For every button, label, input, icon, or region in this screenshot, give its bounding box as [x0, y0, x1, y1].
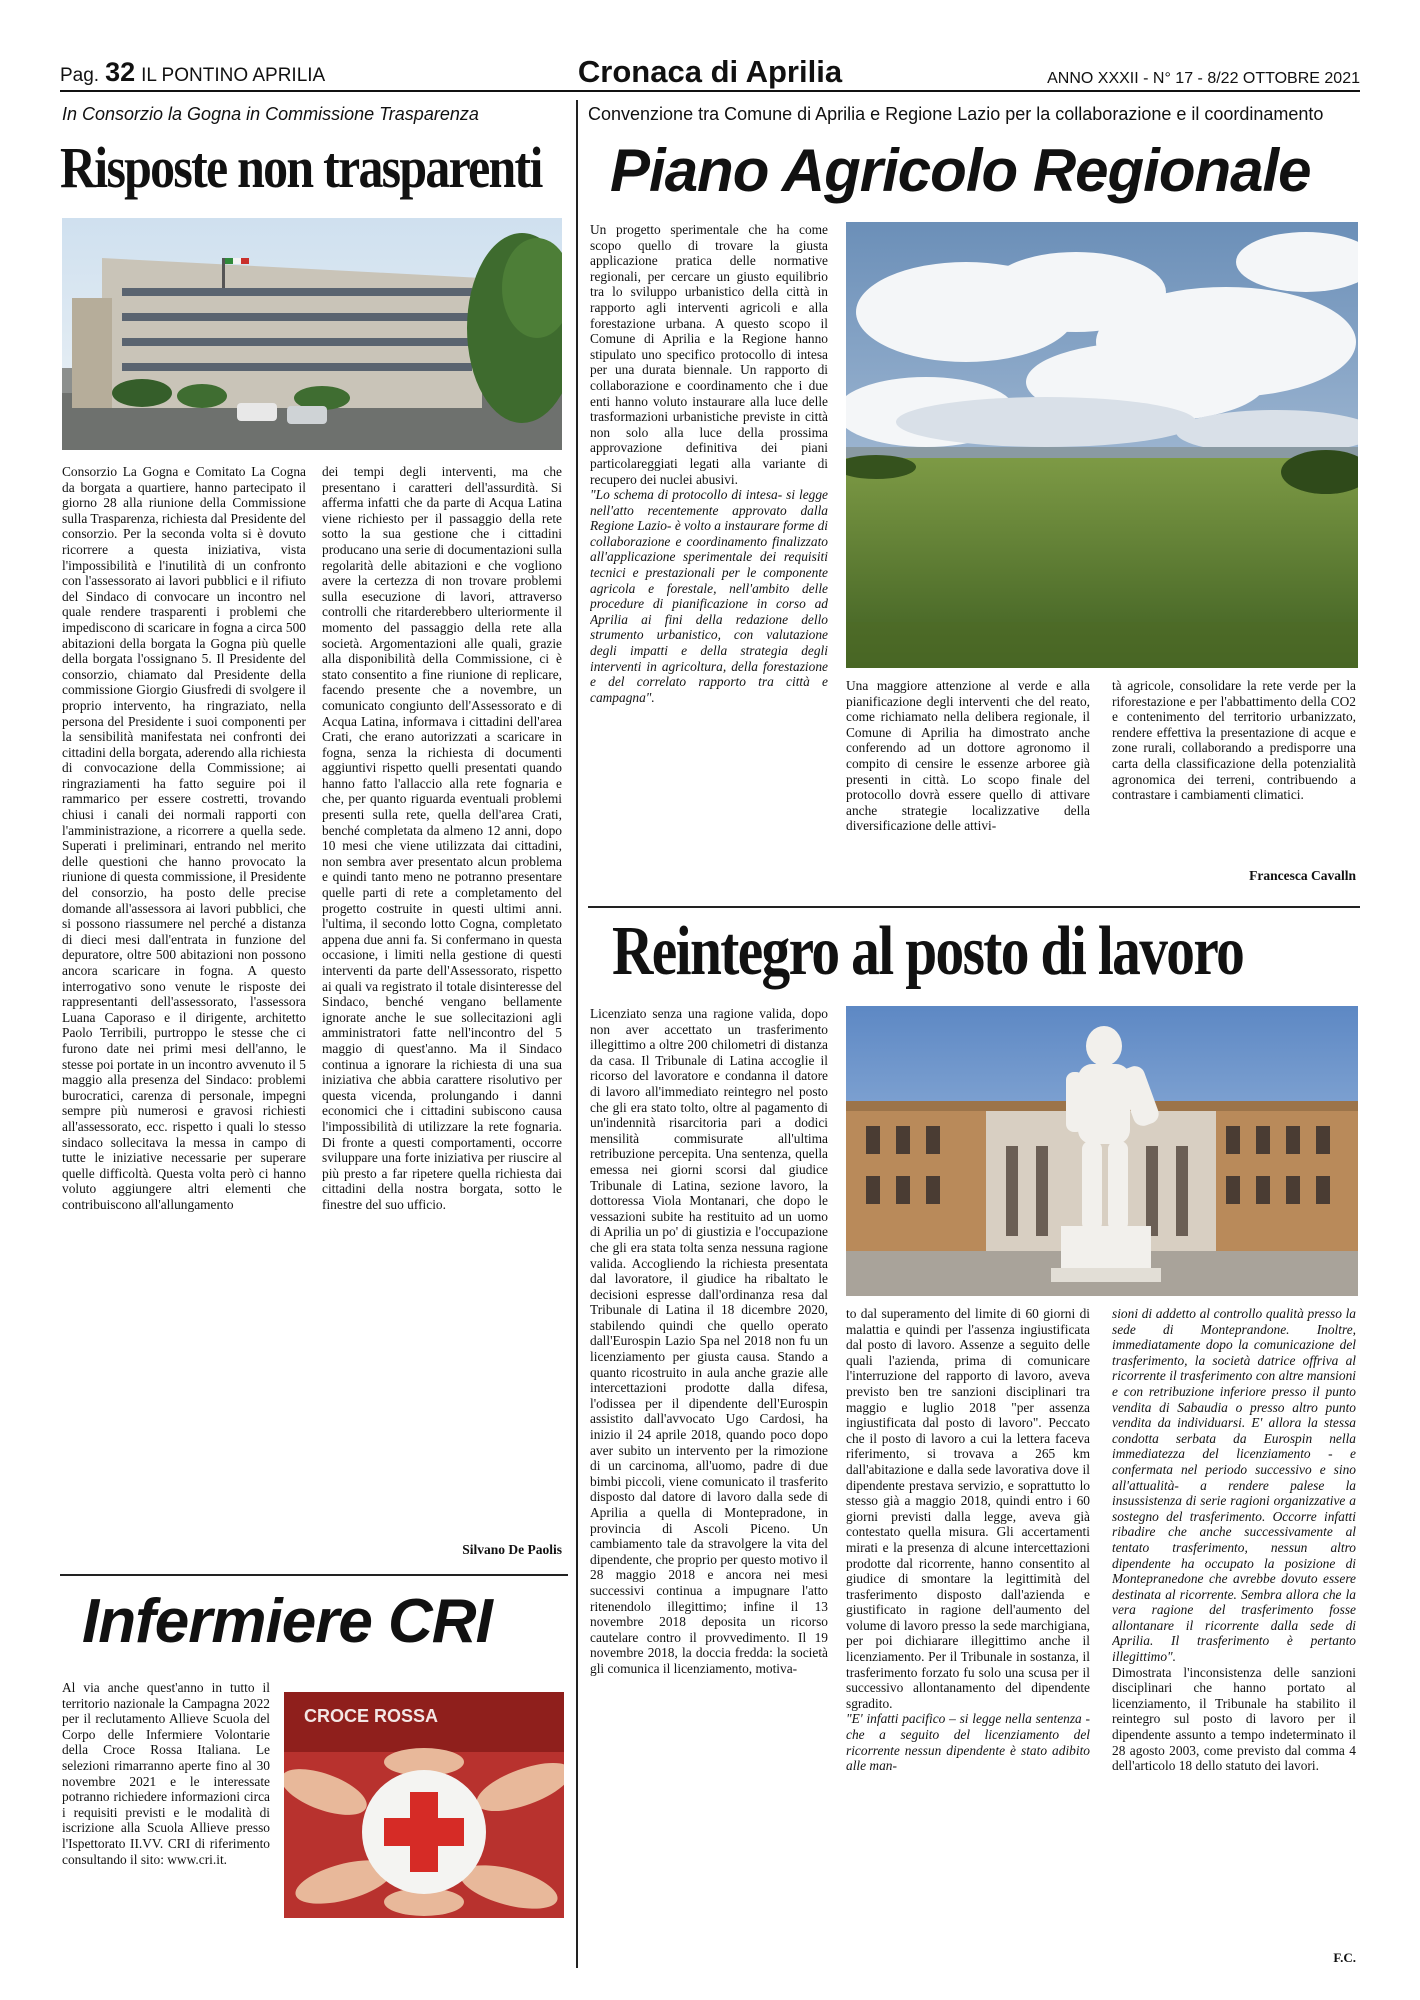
- paper-name: IL PONTINO APRILIA: [141, 65, 326, 86]
- article2-column-3: [1112, 678, 1356, 868]
- article4-photo: [284, 1692, 564, 1918]
- article3-col3-text: Dimostrata l'inconsistenza delle sanzioni disciplinari che hanno portato al licenziamento, il Tribunale ha stabilito il reintegro sul posto di lavoro per il dipendente assunto a tempo indeterminato il 28 agosto 2003, come previsto dal comma 4 dell'articolo 18 dello statuto dei lavori.: [1112, 1664, 1356, 1774]
- article2-col1-quote: "Lo schema di protocollo di intesa- si legge nell'atto recentemente approvato dalla Regione Lazio- è volto a instaurare forme di collaborazione e coordinamento finalizzato all'applicazione sperimentale dei requisiti tecnici e prestazionali per le componente agricola e forestale, nell'ambito delle procedure di pianificazione in corso ad Aprilia ai fini della redazione dello strumento urbanistico, con valutazione degli impatti e della strategia degli interventi in agricoltura, della forestazione e del correlato rapporto tra città e campagna".: [590, 487, 828, 705]
- article1-headline: Risposte non trasparenti: [60, 135, 542, 200]
- article3-col3-quote: sioni di addetto al controllo qualità presso la sede di Monteprandone. Inoltre, immediatamente dopo la comunicazione del trasferimento, la società datrice offriva al ricorrente il trasferimento con altre mansioni e con retribuzione inferiore presso il punto vendita di Sabaudia o presso altro punto vendita da individuarsi. E' allora la stessa condotta serbata da Eurospin nella immediatezza del licenziamento - e confermata nel periodo successivo e sino all'attualità- a rendere palese la insussistenza di serie ragioni organizzative a sostegno del trasferimento. Occorre infatti ribadire che anche successivamente al tentato trasferimento, nessun altro dipendente ha occupato la posizione di Montepranedone che avrebbe dovuto essere destinata al ricorrente. Sembra allora che la vera ragione del trasferimento fosse allontanare il ricorrente dalla sede di Aprilia. Il trasferimento è pertanto illegittimo".: [1112, 1306, 1356, 1665]
- article3-col2-text: to dal superamento del limite di 60 giorni di malattia e quindi per l'assenza ingiustificata dal posto di lavoro. Assenze a seguito delle quali l'azienda, prima di comunicare l'interruzione del rapporto di lavoro, aveva previsto ben tre sanzioni disciplinari tra maggio e luglio 2018 "per assenza ingiustificata dal posto di lavoro". Peccato che il posto di lavoro a cui la lettera faceva riferimento, si trovava a 265 km dall'abitazione e dalla sede lavorativa dove il dipendente prestava servizio, e soprattutto lo stesso già a maggio 2018, quindi entro i 60 giorni previsti dalla legge, aveva già contestato quella misura. Gli accertamenti mirati e la presenza di alcune intercettazioni prodotte dal ricorrente, hanno consentito al giudice di smontare la legittimità del trasferimento disposto dall'azienda e giustificato in ragione dell'aumento del volume di lavoro presso la sede marchigiana, per poi dichiarare illegittimo anche il licenziamento. Per il Tribunale in sostanza, il trasferimento forzato fu solo una scusa per il successivo allontanamento del dipendente sgradito.: [846, 1306, 1090, 1711]
- article4-column-1: [62, 1680, 270, 1966]
- article1-kicker: In Consorzio la Gogna in Commissione Trasparenza: [62, 104, 479, 124]
- article3-col2-quote: "E' infatti pacifico – si legge nella sentenza - che a seguito del licenziamento del ricorrente nessun dipendente è stato adibito alle man-: [846, 1711, 1090, 1774]
- article1-author: Silvano De Paolis: [462, 1542, 562, 1557]
- article3-headline: Reintegro al posto di lavoro: [612, 913, 1244, 990]
- article2-kicker: Convenzione tra Comune di Aprilia e Regione Lazio per la collaborazione e il coordinamento: [588, 104, 1324, 124]
- red-cross-banner-text: CROCE ROSSA: [304, 1706, 439, 1726]
- page-number: 32: [105, 57, 136, 87]
- article3-column-2: [846, 1306, 1090, 1966]
- article2-col1-text: Un progetto sperimentale che ha come scopo quello di trovare la giusta applicazione pratica delle normative regionali, per cercare un giusto equilibrio tra lo sviluppo urbanistico della città in rapporto agli interventi agricoli e alla forestazione urbana. A questo scopo il Comune di Aprilia e la Regione hanno stipulato uno specifico protocollo di intesa per una durata biennale. Un rapporto di collaborazione e coordinamento che i due enti hanno voluto instaurare alla luce delle trasformazioni urbanistiche previste in città non solo alla luce della prossima approvazione definitiva dei piani particolareggiati legati alla variante di recupero dei nuclei abusivi.: [590, 222, 828, 487]
- issue-info: ANNO XXXII - N° 17 - 8/22 OTTOBRE 2021: [1047, 70, 1360, 87]
- page-header: [60, 56, 1360, 92]
- article4-headline: Infermiere CRI: [82, 1587, 492, 1656]
- article3-photo: [846, 1006, 1358, 1296]
- article2-column-1: [590, 222, 828, 898]
- article2-headline: Piano Agricolo Regionale: [610, 137, 1311, 204]
- section-title: Cronaca di Aprilia: [577, 54, 843, 89]
- column-divider: [576, 100, 578, 1968]
- article3-column-1: [590, 1006, 828, 1966]
- article4-top-rule: [60, 1574, 568, 1576]
- article2-col2-text: Una maggiore attenzione al verde e alla pianificazione degli interventi che del reato, come richiamato nella delibera regionale, il Comune di Aprilia ha dimostrato anche conferendo ad un dottore agronomo il compito di censire le essenze arboree già presenti in città. Lo scopo finale del protocollo dovrà essere quello di attivare anche strategie localizzative della diversificazione delle attivi-: [846, 678, 1090, 834]
- article1-col2-text: dei tempi degli interventi, ma che presentano i caratteri dell'assurdità. Si afferma infatti che da parte di Acqua Latina viene richiesto per il passaggio della rete sotto la sua gestione che i cittadini producano una serie di documentazioni sulla regolarità delle abitazioni e che vogliono avere la certezza di non trovare problemi sulla esecuzione di lavori, attraverso controlli che ritarderebbero ulteriormente il momento del passaggio della rete alla società. Argomentazioni alle quali, grazie alla disponibilità della Commissione, ci è stato consentito a fine riunione di replicare, facendo presente che a novembre, un comunicato congiunto dell'Assessorato e di Acqua Latina, informava i cittadini dell'area Crati, che erano autorizzati a scaricare in fogna, senza la richiesta di documenti aggiuntivi rispetto quelli presentati quando hanno fatto l'allaccio alla rete fognaria e che, per quanto riguarda eventuali problemi presenti sulla rete, quella dell'area Crati, benché completata da almeno 12 anni, dopo 10 mesi che viene utilizzata dai cittadini, non sembra aver presentato alcun problema e quindi tanto meno ne potranno presentare quelle parti di rete a completamento del progetto costruite in questi ultimi anni. l'ultima, il secondo lotto Cogna, completato appena due anni fa. Si confermano in questa occasione, i limiti nella gestione di questi interventi da parte dell'Assessorato, rispetto ai quali va registrato il totale disinteresse del Sindaco, benché vengano bellamente ignorate anche le sue sollecitazioni agli amministratori fatte nell'incontro del 5 maggio di quest'anno. Ma il Sindaco continua a ignorare la richiesta di una sua iniziativa che abbia carattere risolutivo per questa vicenda, prolungando i danni economici che i cittadini subiscono causa l'impossibilità di utilizzare la rete fognaria. Di fronte a questi comportamenti, occorre sviluppare una forte iniziativa per riuscire al più presto a far ripetere quella richiesta dai cittadini della nostra borgata, sotto le finestre del suo ufficio.: [322, 464, 562, 1212]
- article2-photo: [846, 222, 1358, 668]
- article2-col3-text: tà agricole, consolidare la rete verde per la riforestazione e per l'abbattimento della CO2 e contenimento del territorio urbanizzato, rendere effettiva la presentazione di acque e zone rurali, collaborando a predisporre una carta della classificazione della potenzialità agronomica dei terreni, contribuendo a contrastare i cambiamenti climatici.: [1112, 678, 1356, 803]
- article4-col1-text: Al via anche quest'anno in tutto il territorio nazionale la Campagna 2022 per il reclutamento Allieve Scuola del Corpo delle Infermiere Volontarie della Croce Rossa Italiana. Le selezioni rimarranno aperte fino al 30 novembre 2021 e le interessate potranno richiedere informazioni circa i requisiti previsti e le modalità di iscrizione alla Scuola Allieve presso l'Ispettorato II.VV. CRI di riferimento consultando il sito: www.cri.it.: [62, 1680, 270, 1867]
- article1-column-1: [62, 464, 306, 1560]
- article1-photo: [62, 218, 562, 450]
- article1-column-2: [322, 464, 562, 1538]
- article2-author: Francesca Cavalln: [1249, 868, 1356, 883]
- article3-column-3: [1112, 1306, 1356, 1966]
- article3-col1-text: Licenziato senza una ragione valida, dopo non aver accettato un trasferimento illegittimo a oltre 200 chilometri di distanza da casa. Il Tribunale di Latina accoglie il ricorso del lavoratore e condanna il datore di lavoro all'immediato reintegro nel posto che gli era stato tolto, oltre al pagamento di un'indennità risarcitoria pari a dodici mensilità commisurate all'ultima retribuzione percepita. Una sentenza, quella emessa nei giorni scorsi dal giudice Tribunale di Latina, sezione lavoro, la dottoressa Viola Montanari, che dopo le vessazioni subite ha restituito ad un uomo di Aprilia un po' di giustizia e l'occupazione che gli era stata tolta senza nessuna ragione valida. Accogliendo la richiesta presentata dal lavoratore, il giudice ha ribaltato le decisioni espresse dall'ordinanza resa dal Tribunale di Latina il 18 dicembre 2020, stabilendo quindi che quello operato dall'Eurospin Lazio Spa nel 2018 non fu un licenziamento per giusta causa. Stando a quanto ricostruito in aula anche grazie alle intercettazioni prodotte dalla difesa, l'odissea per il dipendente dell'Eurospin assistito dall'avvocato Ugo Cardosi, ha inizio il 24 aprile 2018, quando poco dopo aver subito un intervento per la rimozione di un carcinoma, all'uomo, padre di due bimbi piccoli, viene comunicato il trasferito disposto dal datore di lavoro dalla sede di Aprilia a quella di Montepradone, in provincia di Ascoli Piceno. Un cambiamento tale da stravolgere la vita del dipendente, che proprio per questo motivo il 28 maggio 2018 e ancora nei mesi successivi continua a impugnare l'atto ritenendolo illegittimo; infine il 13 novembre 2018 deposita un ricorso cautelare contro il provvedimento. Il 19 novembre 2018, la doccia fredda: la società gli comunica il licenziamento, motiva-: [590, 1006, 828, 1676]
- article1-col1-text: Consorzio La Gogna e Comitato La Cogna da borgata a quartiere, hanno partecipato il giorno 28 alla riunione della Commissione sulla Trasparenza, richiesta dal Presidente del consorzio. Per la seconda volta si è dovuto ricorrere a questa iniziativa, vista l'impossibilità e l'inutilità di un confronto con l'assessorato ai lavori pubblici e il rifiuto del Sindaco di convocare un incontro nel quale rendere trasparenti i problemi che impediscono di scaricare in fogna a circa 500 abitazioni della borgata la Gogna più quelle della borgata l'ossignano 5. Il Presidente del consorzio, chiamato dal Presidente della commissione Giorgio Giusfredi di svolgere il proprio intervento, ha ringraziato, nella persona del Presidente i suoi componenti per la sensibilità manifestata nei confronti dei cittadini della borgata, aderendo alla richiesta di convocazione della Commissione; ai ringraziamenti ha fatto seguire poi il rammarico per essere costretti, trovando chiusi i canali dei normali rapporti con l'amministrazione, a ricorrere a quella sede. Superati i preliminari, entrando nel merito delle questioni che hanno provocato la riunione di questa commissione, il Presidente del consorzio, ha posto delle precise domande all'assessora ai lavori pubblici, che si possono riassumere nel perché a distanza di dieci mesi dall'entrata in funzione del depuratore, oltre 500 abitazioni non possono ancora scaricare in fogna. A questo interrogativo sono venute le risposte dei rappresentanti dell'assessorato, l'assessora Luana Caporaso e il dirigente, architetto Paolo Terribili, purtroppo le stesse che ci furono date nei primi mesi dell'anno, le stesse poi portate in un incontro avvenuto il 5 maggio alla presenza del Sindaco: problemi burocratici, carenza di personale, impegni sempre più numerosi e gravosi richiesti all'assessorato, ecc. rispetto i quali lo stesso sindaco sollecitava la messa in campo di tutte le iniziative necessarie per superare quelle difficoltà. Questa volta però ci hanno voluto aggiungere altri elementi che contribuiscono all'allungamento: [62, 464, 306, 1212]
- article2-column-2: [846, 678, 1090, 884]
- pag-label: Pag.: [60, 65, 100, 86]
- article-divider: [588, 906, 1360, 908]
- article3-author: F.C.: [1333, 1950, 1356, 1965]
